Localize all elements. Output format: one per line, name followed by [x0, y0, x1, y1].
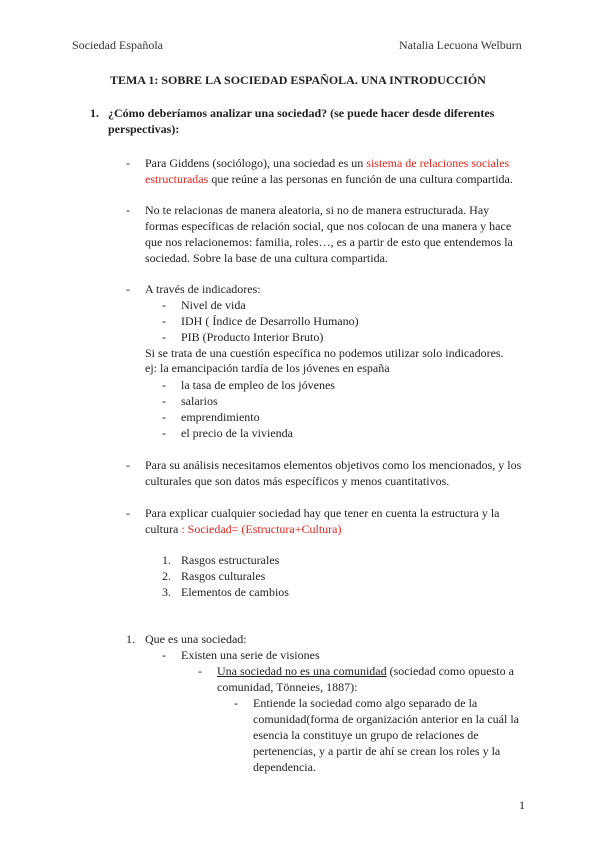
- numbered-item-num: 1.: [162, 553, 171, 567]
- page-title: TEMA 1: SOBRE LA SOCIEDAD ESPAÑOLA. UNA INTRODUCCIÓN: [110, 73, 486, 87]
- explain-line1: Para explicar cualquier sociedad hay que tener en cuenta la estructura y la: [145, 506, 500, 520]
- section2-level3-line4: pertenencias, y a partir de ahí se crean los roles y la: [253, 744, 501, 758]
- bullet-dash: -: [126, 156, 130, 170]
- numbered-item-num: 3.: [162, 585, 171, 599]
- relations-line2: formas específicas de relación social, que nos colocan de una manera y hace: [145, 219, 512, 233]
- section2-heading: Que es una sociedad:: [145, 632, 247, 646]
- analysis-line1: Para su análisis necesitamos elementos objetivos como los mencionados, y los: [145, 458, 522, 472]
- header-left: Sociedad Española: [72, 38, 163, 52]
- section1-heading-line2: perspectivas):: [108, 122, 180, 136]
- section2-level3-line2: comunidad(forma de organización anterior en la cuál la: [253, 712, 519, 726]
- giddens-highlight-1: sistema de relaciones sociales: [366, 156, 510, 170]
- numbered-item-num: 2.: [162, 569, 171, 583]
- example-item: emprendimiento: [181, 410, 260, 424]
- numbered-item-text: Elementos de cambios: [181, 585, 289, 599]
- section2-level2-line2: comunidad, Tönneies, 1887):: [217, 680, 358, 694]
- explain-line2: cultura : Sociedad= (Estructura+Cultura): [145, 522, 342, 536]
- comunidad-underlined: Una sociedad no es una comunidad: [217, 664, 387, 678]
- giddens-highlight-2: estructuradas: [145, 172, 209, 186]
- giddens-line2: estructuradas que reúne a las personas en función de una cultura compartida.: [145, 172, 513, 186]
- example-item: la tasa de empleo de los jóvenes: [181, 378, 335, 392]
- indicator-item: IDH ( Índice de Desarrollo Humano): [181, 314, 359, 328]
- sub-dash: -: [234, 696, 238, 710]
- sub-dash: -: [162, 378, 166, 392]
- sub-dash: -: [162, 298, 166, 312]
- sub-dash: -: [162, 330, 166, 344]
- giddens-line1: Para Giddens (sociólogo), una sociedad es un sistema de relaciones sociales: [145, 156, 510, 170]
- sub-dash: -: [162, 410, 166, 424]
- indicators-intro: A través de indicadores:: [145, 282, 261, 296]
- relations-line3: que nos relacionemos: familia, roles…, es a partir de esto que entendemos la: [145, 235, 513, 249]
- indicator-item: PIB (Producto Interior Bruto): [181, 330, 324, 344]
- bullet-dash: -: [126, 282, 130, 296]
- section2-level2-line1: Una sociedad no es una comunidad (sociedad como opuesto a: [217, 664, 514, 678]
- relations-line1: No te relacionas de manera aleatoria, si no de manera estructurada. Hay: [145, 203, 490, 217]
- section2-level3-line5: dependencia.: [253, 760, 316, 774]
- section2-level3-line3: esencia la constituye un grupo de relaciones de: [253, 728, 479, 742]
- sub-dash: -: [162, 426, 166, 440]
- numbered-item-text: Rasgos culturales: [181, 569, 266, 583]
- bullet-dash: -: [126, 506, 130, 520]
- sub-dash: -: [162, 314, 166, 328]
- indicators-note1: Si se trata de una cuestión específica no podemos utilizar solo indicadores.: [145, 346, 504, 360]
- section2-level3-line1: Entiende la sociedad como algo separado de la: [253, 696, 478, 710]
- bullet-dash: -: [126, 458, 130, 472]
- sub-dash: -: [198, 664, 202, 678]
- bullet-dash: -: [126, 203, 130, 217]
- example-item: el precio de la vivienda: [181, 426, 293, 440]
- section1-number: 1.: [90, 106, 99, 120]
- indicator-item: Nivel de vida: [181, 298, 246, 312]
- numbered-item-text: Rasgos estructurales: [181, 553, 280, 567]
- relations-line4: sociedad. Sobre la base de una cultura compartida.: [145, 251, 388, 265]
- section2-level1: Existen una serie de visiones: [181, 648, 320, 662]
- analysis-line2: culturales que son datos más específicos y menos cuantitativos.: [145, 474, 450, 488]
- sub-dash: -: [162, 648, 166, 662]
- indicators-note2: ej: la emancipación tardía de los jóvenes en españa: [145, 361, 390, 375]
- example-item: salarios: [181, 394, 218, 408]
- page-number: 1: [519, 798, 525, 812]
- section2-number: 1.: [126, 632, 135, 646]
- section1-heading-line1: ¿Cómo deberíamos analizar una sociedad? (se puede hacer desde diferentes: [108, 106, 495, 120]
- header-right: Natalia Lecuona Welburn: [399, 38, 522, 52]
- sub-dash: -: [162, 394, 166, 408]
- formula-highlight: : Sociedad= (Estructura+Cultura): [181, 522, 342, 536]
